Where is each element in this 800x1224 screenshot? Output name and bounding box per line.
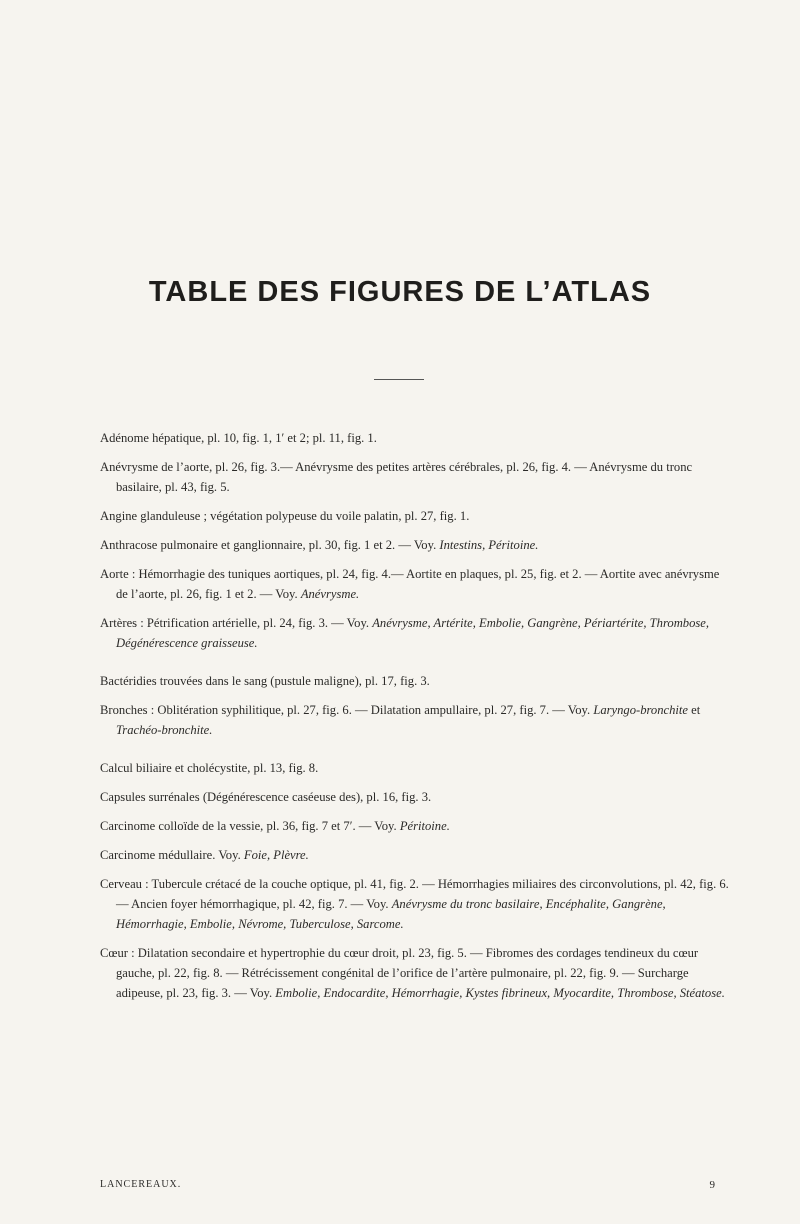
entry-crossref: Péritoine. [399,819,450,833]
entry-crossref: Anévrysme. [300,587,360,601]
entry-crossref: Anévrysme du tronc basilaire, Encéphalite, Gangrène, Hémorrhagie, Embolie, Névrome, Tuberculose, Sarcome. [116,897,666,931]
index-entry [100,457,732,497]
entry-text: et [688,703,701,717]
entry-crossref: Laryngo-bronchite [593,703,689,717]
index-entry [100,845,732,865]
entry-text: Carcinome colloïde de la vessie, pl. 36, fig. 7 et 7′. — Voy. [100,819,400,833]
index-entry [100,613,732,653]
entry-text: Angine glanduleuse ; végétation polypeuse du voile palatin, pl. 27, fig. 1. [100,509,470,523]
entry-crossref: Trachéo-bronchite. [116,723,213,737]
index-entry [100,506,732,526]
entry-text: Capsules surrénales (Dégénérescence caséeuse des), pl. 16, fig. 3. [100,790,432,804]
entry-text: Bactéridies trouvées dans le sang (pustule maligne), pl. 17, fig. 3. [100,674,430,688]
index-entries [100,428,732,1012]
page-number: 9 [709,1179,716,1191]
index-entry [100,535,732,555]
index-entry [100,816,732,836]
page-title: TABLE DES FIGURES DE L’ATLAS [148,276,652,308]
entry-text: Carcinome médullaire. Voy. [100,848,244,862]
entry-text: Artères : Pétrification artérielle, pl. 24, fig. 3. — Voy. [100,616,373,630]
entry-text: Calcul biliaire et cholécystite, pl. 13, fig. 8. [100,761,319,775]
page-footer [100,1179,716,1190]
index-entry [100,700,732,740]
index-entry [100,564,732,604]
index-entry [100,758,732,778]
entry-crossref: Embolie, Endocardite, Hémorrhagie, Kystes fibrineux, Myocardite, Thrombose, Stéatose. [275,986,725,1000]
title-rule [374,379,424,380]
entry-text: Anthracose pulmonaire et ganglionnaire, pl. 30, fig. 1 et 2. — Voy. [100,538,440,552]
entry-text: Cerveau : Tubercule crétacé de la couche optique, pl. 41, fig. 2. — Hémorrhagies miliaires des circonvolutions, pl. 42, fig. 6. — Ancien foyer hémorrhagique, pl. 42, fig. 7. — Voy. [100,877,729,911]
entry-crossref: Foie, Plèvre. [243,848,309,862]
index-entry [100,787,732,807]
index-entry [100,428,732,448]
index-entry [100,671,732,691]
entry-text: Aorte : Hémorrhagie des tuniques aortiques, pl. 24, fig. 4.— Aortite en plaques, pl. 25, fig. et 2. — Aortite avec anévrysme de l’aorte, pl. 26, fig. 1 et 2. — Voy. [100,567,720,601]
index-entry [100,943,732,1003]
entry-text: Bronches : Oblitération syphilitique, pl. 27, fig. 6. — Dilatation ampullaire, pl. 27, fig. 7. — Voy. [100,703,594,717]
index-entry [100,874,732,934]
footer-signature: LANCEREAUX. [100,1179,182,1190]
entry-crossref: Anévrysme, Artérite, Embolie, Gangrène, Périartérite, Thrombose, Dégénérescence graisseuse. [116,616,710,650]
entry-text: Anévrysme de l’aorte, pl. 26, fig. 3.— Anévrysme des petites artères cérébrales, pl. 26, fig. 4. — Anévrysme du tronc basilaire, pl. 43, fig. 5. [100,460,693,494]
entry-crossref: Intestins, Péritoine. [439,538,539,552]
entry-text: Cœur : Dilatation secondaire et hypertrophie du cœur droit, pl. 23, fig. 5. — Fibromes des cordages tendineux du cœur gauche, pl. 22, fig. 8. — Rétrécissement congénital de l’orifice de l’artère pulmonaire, pl. 22, fig. 9. — Surcharge adipeuse, pl. 23, fig. 3. — Voy. [100,946,699,1000]
entry-text: Adénome hépatique, pl. 10, fig. 1, 1′ et 2; pl. 11, fig. 1. [100,431,377,445]
